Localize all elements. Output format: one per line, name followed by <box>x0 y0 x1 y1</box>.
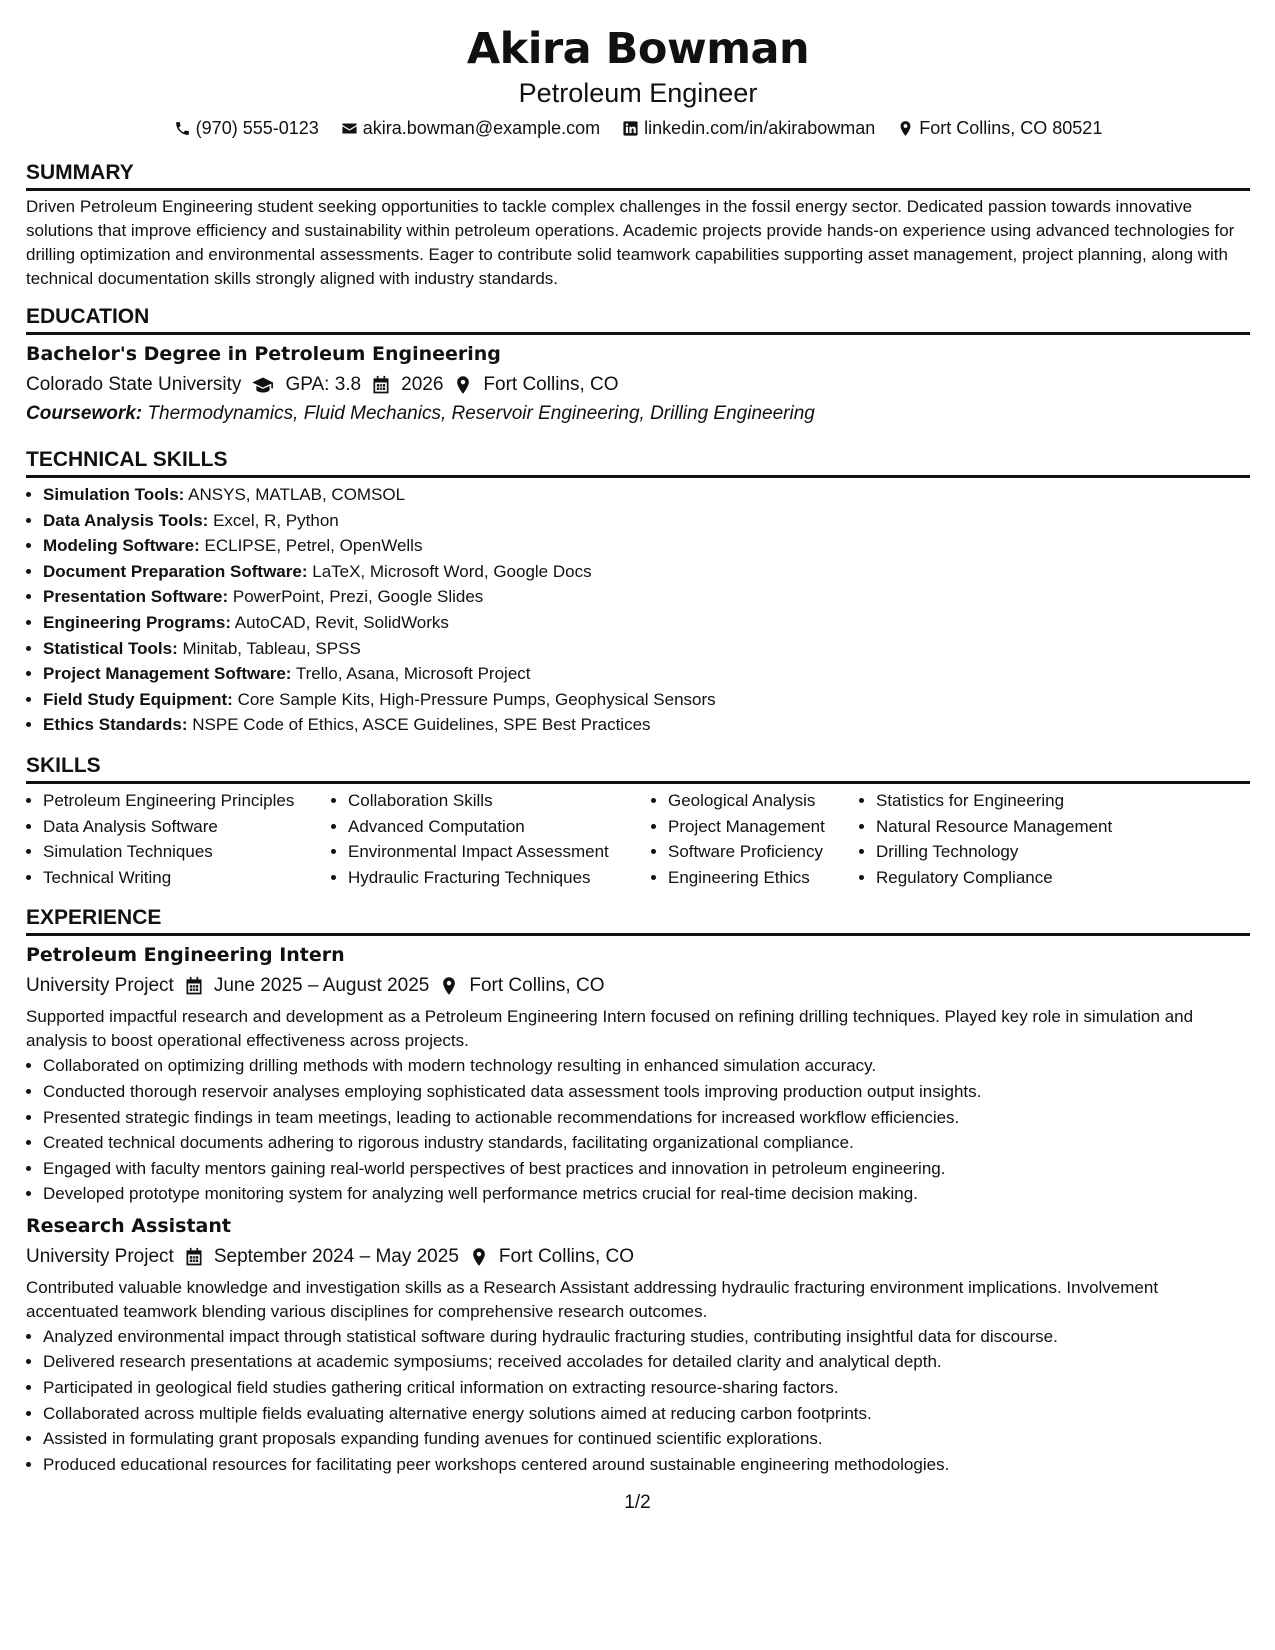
skill-label: Statistical Tools: <box>43 638 178 658</box>
skill-value: ECLIPSE, Petrel, OpenWells <box>204 536 423 556</box>
education-location: Fort Collins, CO <box>483 374 619 395</box>
list-item: • Presented strategic findings in team meetings, leading to actionable recommendations for increased workflow efficiencies. <box>43 1105 1250 1131</box>
list-item: • Advanced Computation <box>348 814 651 840</box>
summary-text: Driven Petroleum Engineering student seeking opportunities to tackle complex challenges in the fossil energy sector. Dedicated passion towards innovative solutions that improve efficiency and sustainability within petroleum operations. Academic projects provide hands-on experience using advanced technologies for drilling optimization and environmental assessments. Eager to contribute solid teamwork capabilities supporting asset management, project planning, along with technical documentation skills strongly aligned with industry standards. <box>26 197 1235 288</box>
list-item: • Produced educational resources for facilitating peer workshops centered around sustainable engineering methodologies. <box>43 1452 1250 1478</box>
experience-section <box>26 904 1250 1477</box>
list-item: • Engaged with faculty mentors gaining real-world perspectives of best practices and innovation in petroleum engineering. <box>43 1156 1250 1182</box>
degree-title: Bachelor's Degree in Petroleum Engineering <box>26 343 501 365</box>
skill-label: Data Analysis Tools: <box>43 510 209 530</box>
calendar-icon <box>184 976 204 996</box>
position-dates: June 2025 – August 2025 <box>213 975 430 997</box>
list-item <box>43 533 1250 559</box>
skill-value: AutoCAD, Revit, SolidWorks <box>234 612 449 632</box>
organization-name: University Project <box>26 975 174 997</box>
position-summary: Contributed valuable knowledge and investigation skills as a Research Assistant addressing hydraulic fracturing environment implications. Involvement accentuated teamwork blending various disciplines for comprehensive research outcomes. <box>26 1277 1159 1321</box>
list-item: • Software Proficiency <box>668 839 859 865</box>
skill-label: Project Management Software: <box>43 664 292 684</box>
position-location: Fort Collins, CO <box>469 975 605 997</box>
phone-text: (970) 555-0123 <box>195 118 319 138</box>
coursework-line <box>26 400 1250 428</box>
position-bullets <box>26 1324 1250 1478</box>
contact-bar <box>26 115 1250 141</box>
list-item: • Hydraulic Fracturing Techniques <box>348 865 651 891</box>
position-title: Research Assistant <box>26 1214 231 1237</box>
skill-value: Trello, Asana, Microsoft Project <box>295 664 531 684</box>
position-bullets <box>26 1053 1250 1207</box>
list-item <box>43 482 1250 508</box>
experience-entry <box>26 942 1250 1207</box>
map-pin-icon <box>453 375 473 395</box>
list-item: • Created technical documents adhering to rigorous industry standards, facilitating organizational compliance. <box>43 1130 1250 1156</box>
calendar-icon <box>371 375 391 395</box>
graduation-year: 2026 <box>401 374 444 395</box>
skill-value: PowerPoint, Prezi, Google Slides <box>232 587 484 607</box>
skill-value: Excel, R, Python <box>213 510 339 530</box>
skills-grid <box>26 788 1250 890</box>
list-item: • Geological Analysis <box>668 788 859 814</box>
skill-value: LaTeX, Microsoft Word, Google Docs <box>312 561 592 581</box>
list-item <box>43 508 1250 534</box>
list-item: • Delivered research presentations at academic symposiums; received accolades for detailed clarity and analytical depth. <box>43 1349 1250 1375</box>
list-item: • Regulatory Compliance <box>876 865 1159 891</box>
list-item: • Natural Resource Management <box>876 814 1159 840</box>
technical-skills-heading: TECHNICAL SKILLS <box>26 446 1250 478</box>
position-summary: Supported impactful research and development as a Petroleum Engineering Intern focused on refining drilling techniques. Played key role in simulation and analysis to boost operational effectiveness across projects. <box>26 1007 1194 1051</box>
technical-skills-section <box>26 446 1250 738</box>
position-location: Fort Collins, CO <box>498 1245 635 1267</box>
list-item: • Drilling Technology <box>876 839 1159 865</box>
list-item <box>43 559 1250 585</box>
phone-icon <box>174 120 191 137</box>
education-heading: EDUCATION <box>26 303 1250 335</box>
linkedin-text: linkedin.com/in/akirabowman <box>644 118 876 138</box>
skills-column <box>26 788 331 890</box>
position-title: Petroleum Engineering Intern <box>26 944 345 967</box>
skills-column <box>651 788 859 890</box>
gpa-text: GPA: 3.8 <box>285 374 362 395</box>
calendar-icon <box>184 1247 204 1267</box>
skills-column <box>859 788 1159 890</box>
envelope-icon <box>341 120 358 137</box>
list-item: • Analyzed environmental impact through statistical software during hydraulic fracturing studies, contributing insightful data for discourse. <box>43 1324 1250 1350</box>
skill-label: Document Preparation Software: <box>43 561 308 581</box>
coursework-list: Thermodynamics, Fluid Mechanics, Reservoir Engineering, Drilling Engineering <box>147 403 815 424</box>
list-item <box>43 584 1250 610</box>
position-meta <box>26 971 1250 1001</box>
education-meta <box>26 370 1250 400</box>
experience-entry <box>26 1213 1250 1478</box>
summary-heading: SUMMARY <box>26 159 1250 191</box>
resume-page <box>26 0 1250 1477</box>
list-item: • Environmental Impact Assessment <box>348 839 651 865</box>
skill-label: Simulation Tools: <box>43 485 185 504</box>
map-pin-icon <box>439 976 459 996</box>
list-item <box>43 712 1250 738</box>
list-item: • Collaborated on optimizing drilling methods with modern technology resulting in enhanced simulation accuracy. <box>43 1053 1250 1079</box>
list-item: • Collaborated across multiple fields evaluating alternative energy solutions aimed at reducing carbon footprints. <box>43 1401 1250 1427</box>
list-item: • Conducted thorough reservoir analyses employing sophisticated data assessment tools improving production output insights. <box>43 1079 1250 1105</box>
list-item: • Engineering Ethics <box>668 865 859 891</box>
location-text: Fort Collins, CO 80521 <box>919 118 1103 138</box>
skill-label: Modeling Software: <box>43 536 200 556</box>
list-item: • Developed prototype monitoring system for analyzing well performance metrics crucial for real-time decision making. <box>43 1181 1250 1207</box>
contact-linkedin[interactable] <box>622 115 875 141</box>
skill-value: NSPE Code of Ethics, ASCE Guidelines, SPE Best Practices <box>192 715 651 735</box>
education-section <box>26 303 1250 428</box>
summary-section <box>26 159 1250 291</box>
list-item: • Data Analysis Software <box>43 814 331 840</box>
contact-phone[interactable] <box>174 115 319 141</box>
map-pin-icon <box>469 1247 489 1267</box>
list-item: • Participated in geological field studies gathering critical information on extracting resource-sharing factors. <box>43 1375 1250 1401</box>
coursework-label: Coursework: <box>26 403 143 424</box>
skill-value: Core Sample Kits, High-Pressure Pumps, Geophysical Sensors <box>237 689 716 709</box>
page-number: 1/2 <box>624 1492 651 1513</box>
list-item: • Assisted in formulating grant proposals expanding funding avenues for continued scientific explorations. <box>43 1426 1250 1452</box>
candidate-name: Akira Bowman <box>466 24 810 74</box>
skill-value: Minitab, Tableau, SPSS <box>182 638 361 658</box>
experience-heading: EXPERIENCE <box>26 904 1250 936</box>
job-title: Petroleum Engineer <box>518 78 758 108</box>
skills-section <box>26 752 1250 890</box>
position-meta <box>26 1242 1250 1272</box>
map-pin-icon <box>897 120 914 137</box>
skill-label: Engineering Programs: <box>43 612 231 632</box>
list-item <box>43 687 1250 713</box>
organization-name: University Project <box>26 1245 174 1267</box>
list-item: • Project Management <box>668 814 859 840</box>
linkedin-icon <box>622 120 639 137</box>
skill-label: Presentation Software: <box>43 587 229 607</box>
list-item: • Simulation Techniques <box>43 839 331 865</box>
list-item <box>43 636 1250 662</box>
list-item: • Collaboration Skills <box>348 788 651 814</box>
list-item: • Technical Writing <box>43 865 331 891</box>
list-item <box>43 610 1250 636</box>
graduation-cap-icon <box>251 375 275 395</box>
skills-column <box>331 788 651 890</box>
skills-heading: SKILLS <box>26 752 1250 784</box>
technical-skills-list <box>26 482 1250 738</box>
skill-label: Ethics Standards: <box>43 715 188 735</box>
contact-location <box>897 115 1102 141</box>
list-item: • Petroleum Engineering Principles <box>43 788 331 814</box>
list-item <box>43 661 1250 687</box>
list-item: • Statistics for Engineering <box>876 788 1159 814</box>
email-text: akira.bowman@example.com <box>362 118 601 138</box>
position-dates: September 2024 – May 2025 <box>213 1245 459 1267</box>
skill-label: Field Study Equipment: <box>43 689 233 709</box>
contact-email[interactable] <box>341 115 600 141</box>
skill-value: ANSYS, MATLAB, COMSOL <box>188 485 406 504</box>
school-name: Colorado State University <box>26 374 242 395</box>
